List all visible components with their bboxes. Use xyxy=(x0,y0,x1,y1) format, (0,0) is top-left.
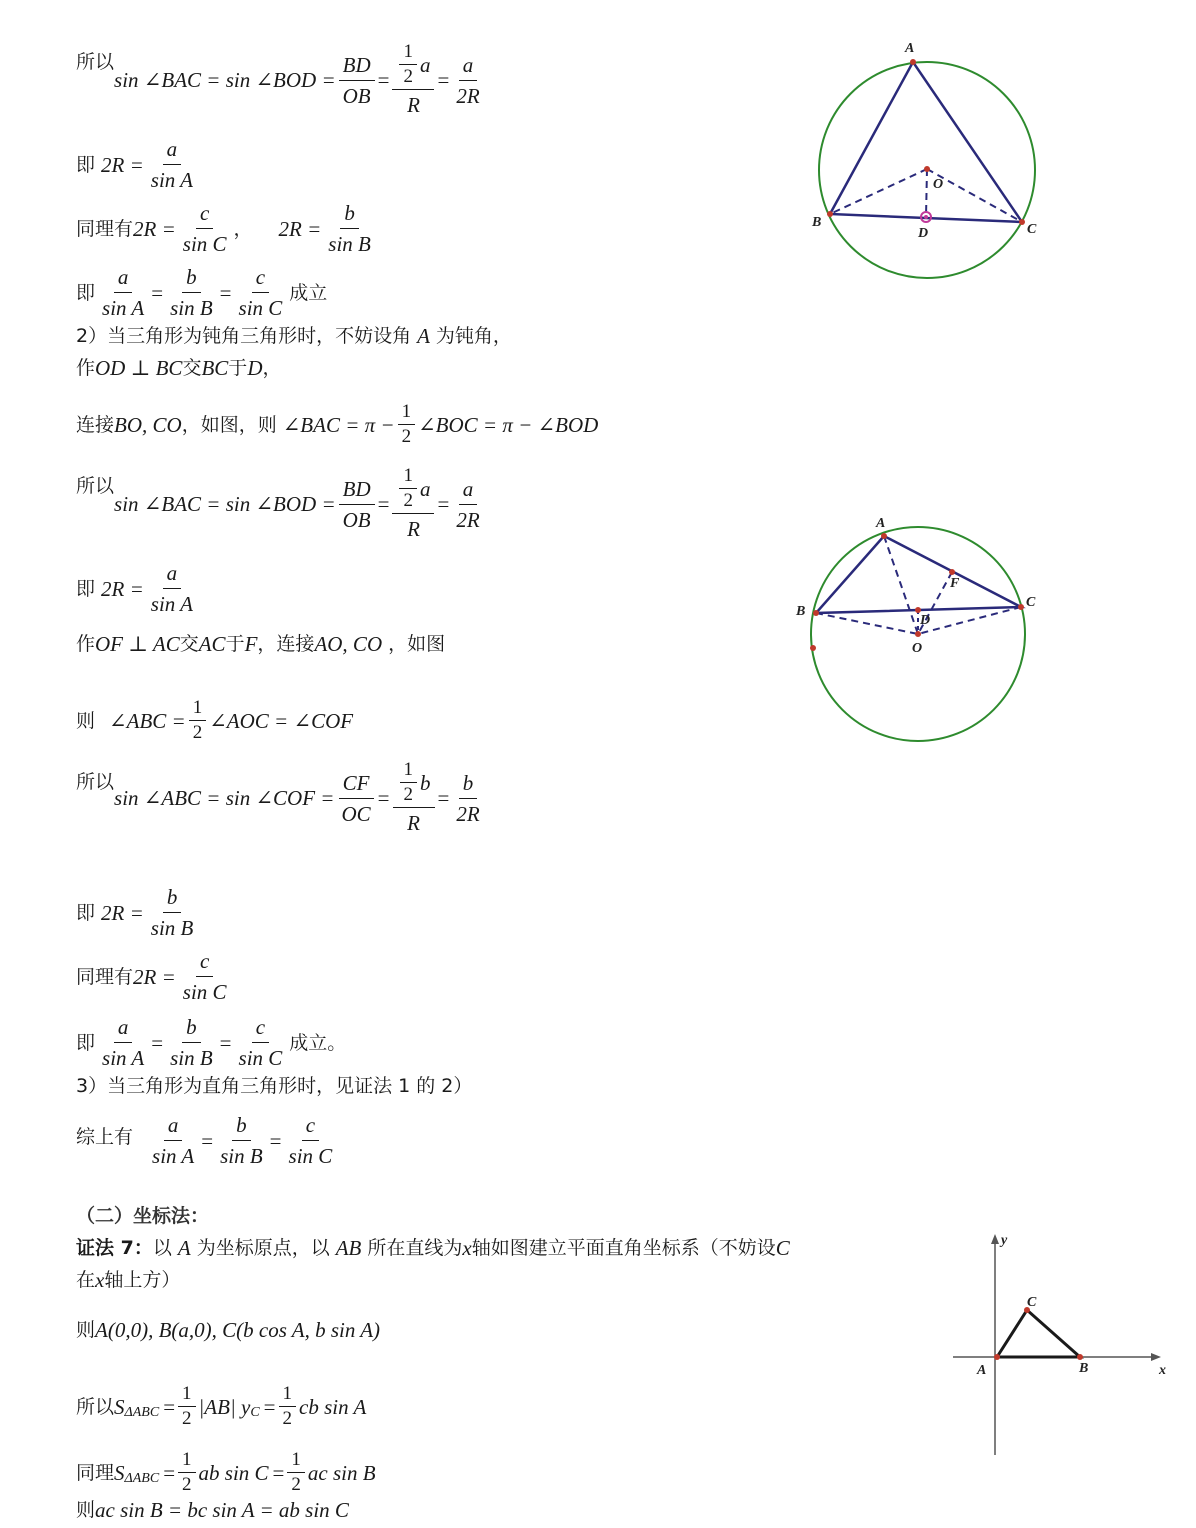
label-yu: 于 xyxy=(228,357,248,379)
label-so: 所以 xyxy=(76,1395,115,1418)
line-angle-bac xyxy=(76,400,598,449)
line-summary xyxy=(76,1110,339,1171)
label-tongli: 同理 xyxy=(76,1461,115,1484)
label-ji: 即 xyxy=(76,1031,96,1054)
label-ji: 即 xyxy=(76,901,96,924)
point-o xyxy=(924,166,930,172)
label-chengli: 成立 xyxy=(289,281,328,304)
bo-co: BO, CO xyxy=(114,412,182,437)
point-a xyxy=(910,59,916,65)
formula-2r: 2R = xyxy=(133,964,176,989)
frac-b-sinb: $\frac{b}{\text{sin B}}$ xyxy=(147,882,198,943)
label-f: F xyxy=(950,576,960,591)
line-proof7-b xyxy=(76,1268,180,1292)
formula-2r: 2R = xyxy=(133,216,176,241)
section-heading xyxy=(76,1204,209,1228)
od-perp-bc: OD ⊥ BC xyxy=(95,356,183,380)
frac-b-sinb: $\frac{b}{\text{sin B}}$ xyxy=(166,262,217,323)
frac-half-a-r: $\frac{1}{2}$ a R xyxy=(392,40,434,120)
point-a xyxy=(994,1354,1000,1360)
point-o xyxy=(915,631,921,637)
label-ze: 则 xyxy=(76,1319,96,1341)
proof7-text: 轴上方） xyxy=(104,1269,181,1291)
proof7-text: 在 xyxy=(76,1269,96,1291)
proof7-text: 轴如图建立平面直角坐标系（不妨设 xyxy=(471,1237,776,1259)
frac-a-sina: $\frac{a}{\text{sin A}}$ xyxy=(147,134,197,195)
frac-b-2r: $\frac{b}{2R}$ xyxy=(452,768,483,829)
label-a: A xyxy=(876,516,886,531)
point-extra xyxy=(810,645,816,651)
label-chengli: 成立。 xyxy=(289,1031,347,1054)
line-tongli-c xyxy=(76,946,234,1007)
label-lianjie: 连接 xyxy=(76,413,115,436)
label-c: C xyxy=(1026,595,1036,610)
line-sin-abc xyxy=(76,758,487,838)
line-law-of-sines-2 xyxy=(76,1012,346,1073)
frac-a-sina: $\frac{a}{\text{sin A}}$ xyxy=(98,1012,148,1073)
angle-boc-formula: ∠BOC = π − ∠BOD xyxy=(418,412,599,437)
frac-half-a-r: $\frac{1}{2}$ a R xyxy=(392,464,434,544)
frac-a-sina: $\frac{a}{\text{sin A}}$ xyxy=(147,558,197,619)
label-c: C xyxy=(1027,222,1037,237)
frac-half-b-r: $\frac{1}{2}$ b R xyxy=(393,758,435,838)
line-law-of-sines-1 xyxy=(76,262,327,323)
line-case2 xyxy=(76,324,512,348)
var-x: x xyxy=(95,1268,105,1292)
dashed-ob xyxy=(830,169,927,214)
case2-text: 2）当三角形为钝角三角形时，不妨设角 xyxy=(76,325,412,347)
section-title: （二）坐标法： xyxy=(76,1205,210,1227)
eq: = xyxy=(263,1394,276,1419)
ao-co: AO, CO xyxy=(314,632,383,656)
label-zuo: 作 xyxy=(76,633,96,655)
line-of-ac xyxy=(76,632,445,656)
eq: = xyxy=(219,280,232,305)
formula-sin-abc: sin ∠ABC = sin ∠COF = xyxy=(114,786,335,810)
line-angle-abc xyxy=(76,696,353,745)
ac-sin-b: ac sin B xyxy=(307,1460,376,1485)
frac-c-sinc: $\frac{c}{\text{sin C}}$ xyxy=(235,262,287,323)
case2-text-b: 为钝角， xyxy=(435,325,512,347)
point-b xyxy=(813,610,819,616)
formula-sin-bac: sin ∠BAC = sin ∠BOD = xyxy=(114,68,336,92)
comma: ， xyxy=(262,357,282,379)
eq: = xyxy=(201,1128,214,1153)
label-b: B xyxy=(1079,1361,1089,1376)
bc: BC xyxy=(201,356,229,380)
label-lianjie: ，连接 xyxy=(257,633,315,655)
frac-half: $\frac{1}{2}$ xyxy=(178,1448,196,1497)
case3-text: 3）当三角形为直角三角形时，见证法 1 的 2） xyxy=(76,1075,473,1097)
frac-half: $\frac{1}{2}$ xyxy=(279,1382,297,1431)
frac-a-2r: $\frac{a}{2R}$ xyxy=(452,50,483,111)
frac-half: $\frac{1}{2}$ xyxy=(178,1382,196,1431)
figure-obtuse-triangle xyxy=(790,510,1050,750)
point-c xyxy=(1019,219,1025,225)
frac-a-sina: $\frac{a}{\text{sin A}}$ xyxy=(148,1110,198,1171)
label-tongli: 同理有 xyxy=(76,217,134,240)
final-formula: ac sin B = bc sin A = ab sin C xyxy=(95,1498,349,1522)
label-a: A xyxy=(977,1363,987,1378)
eq: = xyxy=(269,1128,282,1153)
formula-2r: 2R = xyxy=(101,576,144,601)
line-area-1 xyxy=(76,1382,366,1431)
eq: = xyxy=(437,786,450,810)
label-jiao: 交 xyxy=(182,357,202,379)
eq: = xyxy=(437,68,450,92)
frac-bd-ob: $\frac{BD}{OB}$ xyxy=(339,50,375,111)
label-o: O xyxy=(912,641,923,656)
label-y: y xyxy=(1001,1233,1008,1248)
label-d: D xyxy=(918,226,929,241)
formula-2r: 2R = xyxy=(278,216,322,241)
abs-ab: |AB| y xyxy=(198,1394,251,1419)
sub-abc: ΔABC xyxy=(124,1404,160,1420)
var-x: x xyxy=(462,1236,472,1260)
var-s: S xyxy=(114,1394,125,1419)
formula-sin-bac: sin ∠BAC = sin ∠BOD = xyxy=(114,492,336,516)
label-b: B xyxy=(796,604,806,619)
frac-b-sinb: $\frac{b}{\text{sin B}}$ xyxy=(324,198,375,259)
var-ab: AB xyxy=(335,1236,362,1260)
point-d-center xyxy=(924,215,928,219)
label-o: O xyxy=(933,177,944,192)
proof7-text: 所在直线为 xyxy=(367,1237,463,1259)
var-s: S xyxy=(114,1460,125,1485)
label-yu: 于 xyxy=(225,633,245,655)
label-ze: 则 xyxy=(76,709,96,732)
sub-c: C xyxy=(250,1404,260,1420)
eq: = xyxy=(151,1030,164,1055)
line-final xyxy=(76,1498,349,1522)
point-a xyxy=(881,533,887,539)
eq: = xyxy=(377,786,390,810)
label-jiao: 交 xyxy=(179,633,199,655)
frac-b-sinb: $\frac{b}{\text{sin B}}$ xyxy=(166,1012,217,1073)
eq: = xyxy=(219,1030,232,1055)
label-tongli: 同理有 xyxy=(76,965,134,988)
sub-abc: ΔABC xyxy=(124,1470,160,1486)
label-rutu-ze: ，如图，则 xyxy=(181,413,277,436)
dashed-co xyxy=(918,607,1021,634)
coords-formula: A(0,0), B(a,0), C(b cos A, b sin A) xyxy=(95,1318,381,1342)
line-2r-a-2 xyxy=(76,558,200,619)
point-b xyxy=(827,211,833,217)
line-area-2 xyxy=(76,1448,376,1497)
eq: = xyxy=(163,1394,176,1419)
eq: = xyxy=(163,1460,176,1485)
frac-a-2r: $\frac{a}{2R}$ xyxy=(452,474,483,535)
point-c xyxy=(1018,604,1024,610)
label-c: C xyxy=(1027,1295,1037,1310)
proof7-label: 证法 7： xyxy=(76,1237,153,1259)
line-tongli-c-b xyxy=(76,198,378,259)
cb-sin-a: cb sin A xyxy=(299,1394,367,1419)
label-so: 所以 xyxy=(76,771,115,793)
f: F xyxy=(244,632,258,656)
eq: = xyxy=(272,1460,285,1485)
line-case3 xyxy=(76,1074,472,1098)
angle-bac-formula: ∠BAC = π − xyxy=(282,412,395,437)
eq: = xyxy=(151,280,164,305)
frac-c-sinc: $\frac{c}{\text{sin C}}$ xyxy=(285,1110,337,1171)
label-ji: 即 xyxy=(76,577,96,600)
point-f xyxy=(949,569,955,575)
angle-abc: ∠ABC = xyxy=(109,708,186,733)
line-sin-bac-2 xyxy=(76,464,487,544)
eq: = xyxy=(377,492,390,516)
line-od-bc xyxy=(76,356,282,380)
var-c: C xyxy=(775,1236,790,1260)
formula-2r: 2R = xyxy=(101,152,144,177)
frac-half: $\frac{1}{2}$ xyxy=(398,400,416,449)
label-so: 所以 xyxy=(76,475,115,497)
formula-2r: 2R = xyxy=(101,900,144,925)
var-a: A xyxy=(177,1236,191,1260)
line-proof7 xyxy=(76,1236,790,1260)
x-axis-arrow xyxy=(1151,1353,1161,1361)
frac-c-sinc: $\frac{c}{\text{sin C}}$ xyxy=(235,1012,287,1073)
proof7-text: 为坐标原点，以 xyxy=(196,1237,330,1259)
frac-c-sinc: $\frac{c}{\text{sin C}}$ xyxy=(179,946,231,1007)
var-a: A xyxy=(417,324,430,348)
of-perp-ac: OF ⊥ AC xyxy=(95,632,180,656)
frac-a-sina: $\frac{a}{\text{sin A}}$ xyxy=(98,262,148,323)
label-zongshang: 综上有 xyxy=(76,1125,134,1148)
point-b xyxy=(1077,1354,1083,1360)
frac-half: $\frac{1}{2}$ xyxy=(189,696,207,745)
line-coords xyxy=(76,1318,380,1342)
eq: = xyxy=(437,492,450,516)
label-rutu: ，如图 xyxy=(388,633,446,655)
label-ji: 即 xyxy=(76,281,96,304)
line-sin-bac-1 xyxy=(76,40,487,120)
label-x: x xyxy=(1159,1363,1166,1378)
eq: = xyxy=(377,68,390,92)
y-axis-arrow xyxy=(991,1234,999,1244)
figure-acute-triangle xyxy=(800,30,1060,290)
label-d: D xyxy=(920,613,931,628)
label-ji: 即 xyxy=(76,153,96,176)
frac-b-sinb: $\frac{b}{\text{sin B}}$ xyxy=(216,1110,267,1171)
figure-coordinate-system xyxy=(945,1230,1185,1460)
line-2r-b xyxy=(76,882,200,943)
angle-aoc: ∠AOC = ∠COF xyxy=(209,708,354,733)
triangle-abc xyxy=(816,536,1021,613)
frac-c-sinc: $\frac{c}{\text{sin C}}$ xyxy=(179,198,231,259)
ab-sin-c: ab sin C xyxy=(198,1460,269,1485)
frac-half: $\frac{1}{2}$ xyxy=(287,1448,305,1497)
dashed-od xyxy=(926,169,927,217)
triangle-abc xyxy=(997,1310,1080,1357)
proof7-text: 以 xyxy=(152,1237,172,1259)
label-zuo: 作 xyxy=(76,357,96,379)
label-so: 所以 xyxy=(76,51,115,73)
label-ze: 则 xyxy=(76,1499,96,1521)
line-2r-a xyxy=(76,134,200,195)
comma: ， xyxy=(233,217,253,240)
d: D xyxy=(247,356,263,380)
frac-cf-oc: $\frac{CF}{OC}$ xyxy=(337,768,374,829)
ac: AC xyxy=(198,632,226,656)
label-a: A xyxy=(905,41,915,56)
dashed-bo xyxy=(816,613,918,634)
label-b: B xyxy=(812,215,822,230)
frac-bd-ob: $\frac{BD}{OB}$ xyxy=(339,474,375,535)
